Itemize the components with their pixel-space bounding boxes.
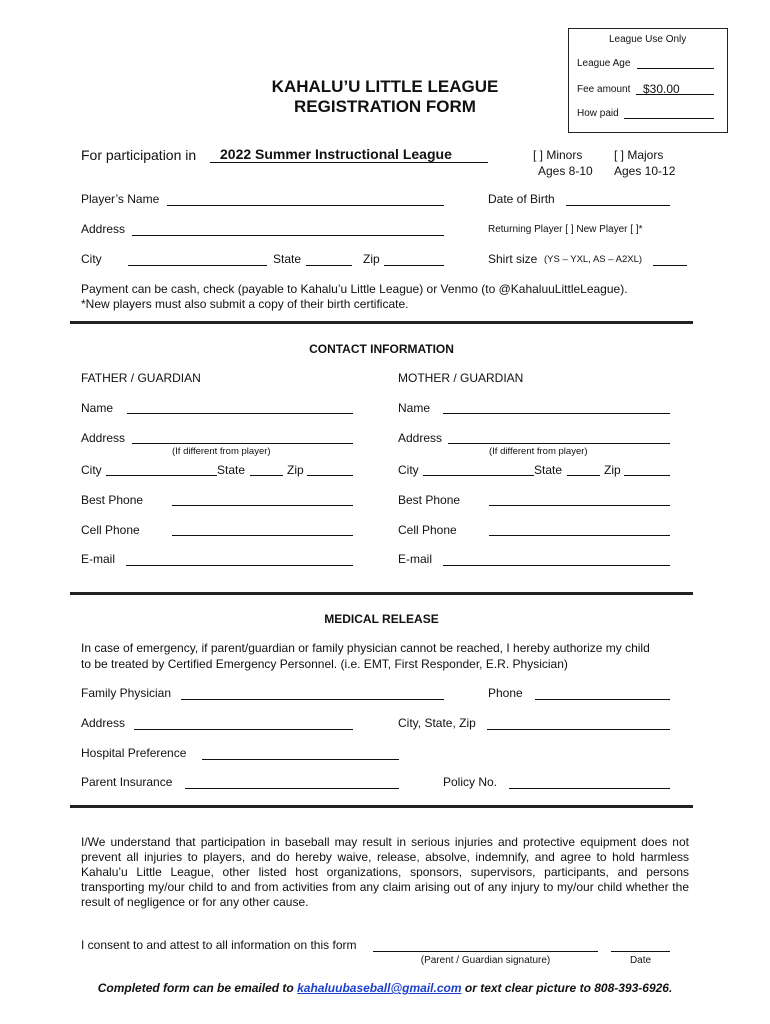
- insurance-label: Parent Insurance: [81, 775, 173, 789]
- player-name-field[interactable]: [167, 205, 444, 206]
- father-city-field[interactable]: [106, 475, 217, 476]
- footer-text-before: Completed form can be emailed to: [97, 981, 294, 995]
- mother-address-label: Address: [398, 431, 443, 445]
- signature-field[interactable]: [373, 951, 598, 952]
- shirt-size-options: (YS – YXL, AS – A2XL): [544, 254, 643, 265]
- father-address-label: Address: [81, 431, 126, 445]
- father-email-label: E-mail: [81, 552, 116, 566]
- mother-zip-field[interactable]: [624, 475, 670, 476]
- player-city-field[interactable]: [128, 265, 267, 266]
- father-address-field[interactable]: [132, 443, 353, 444]
- father-address-hint: (If different from player): [172, 446, 271, 457]
- footer-text-after: or text clear picture to 808-393-6926.: [464, 981, 673, 995]
- father-name-field[interactable]: [127, 413, 353, 414]
- mother-best-phone-label: Best Phone: [398, 493, 461, 507]
- player-city-label: City: [81, 252, 102, 266]
- physician-label: Family Physician: [81, 686, 172, 700]
- father-zip-field[interactable]: [307, 475, 353, 476]
- date-field[interactable]: [611, 951, 670, 952]
- league-use-title: League Use Only: [609, 34, 687, 45]
- city-state-zip-label: City, State, Zip: [398, 716, 476, 730]
- shirt-size-label: Shirt size: [488, 252, 538, 266]
- father-state-label: State: [217, 463, 246, 477]
- father-email-field[interactable]: [126, 565, 353, 566]
- father-heading: FATHER / GUARDIAN: [81, 371, 201, 385]
- father-cell-phone-label: Cell Phone: [81, 523, 140, 537]
- mother-name-field[interactable]: [443, 413, 670, 414]
- father-state-field[interactable]: [250, 475, 283, 476]
- participation-value: 2022 Summer Instructional League: [220, 146, 452, 162]
- physician-phone-label: Phone: [488, 686, 523, 700]
- form-title-line2: REGISTRATION FORM: [294, 97, 476, 116]
- minors-checkbox[interactable]: [ ] Minors: [533, 148, 583, 162]
- section-divider-1: [70, 321, 693, 324]
- participation-field[interactable]: [210, 162, 488, 163]
- medical-text-line2: to be treated by Certified Emergency Personnel. (i.e. EMT, First Responder, E.R. Physician): [81, 657, 568, 671]
- form-title-line1: KAHALU’U LITTLE LEAGUE: [271, 77, 499, 96]
- league-age-field[interactable]: [637, 68, 714, 69]
- mother-city-field[interactable]: [423, 475, 534, 476]
- fee-amount-value: $30.00: [643, 82, 680, 96]
- footer-email-link[interactable]: kahaluubaseball@gmail.com: [297, 981, 462, 995]
- minors-ages: Ages 8-10: [538, 164, 593, 178]
- signature-caption: (Parent / Guardian signature): [420, 955, 551, 966]
- medical-heading: MEDICAL RELEASE: [324, 612, 439, 626]
- shirt-size-field[interactable]: [653, 265, 687, 266]
- father-cell-phone-field[interactable]: [172, 535, 353, 536]
- dob-label: Date of Birth: [488, 192, 555, 206]
- fee-amount-label: Fee amount: [577, 84, 631, 95]
- mother-cell-phone-field[interactable]: [489, 535, 670, 536]
- medical-text-line1: In case of emergency, if parent/guardian or family physician cannot be reached, I hereby authorize my child: [81, 641, 650, 655]
- policy-field[interactable]: [509, 788, 670, 789]
- hospital-label: Hospital Preference: [81, 746, 187, 760]
- father-name-label: Name: [81, 401, 114, 415]
- mother-cell-phone-label: Cell Phone: [398, 523, 457, 537]
- waiver-text: I/We understand that participation in baseball may result in serious injuries and protective equipment does not prevent all injuries to players, and do hereby waive, release, absolve, indemnify, and agree to hold harmless Kahalu’u Little League, other listed host organizations, sponsors, supervisors, participants, and persons transporting my/our child to and from activities from any claim arising out of any injury to my/our child whether the result of negligence or for any other cause.: [81, 835, 689, 909]
- mother-state-label: State: [534, 463, 563, 477]
- birth-certificate-note: *New players must also submit a copy of their birth certificate.: [81, 297, 409, 311]
- footer-note: [60, 981, 710, 995]
- father-best-phone-field[interactable]: [172, 505, 353, 506]
- player-zip-label: Zip: [363, 252, 380, 266]
- mother-best-phone-field[interactable]: [489, 505, 670, 506]
- player-address-label: Address: [81, 222, 126, 236]
- mother-email-field[interactable]: [443, 565, 670, 566]
- mother-address-hint: (If different from player): [489, 446, 588, 457]
- player-state-field[interactable]: [306, 265, 352, 266]
- consent-label: I consent to and attest to all information on this form: [81, 938, 357, 952]
- father-best-phone-label: Best Phone: [81, 493, 144, 507]
- physician-address-field[interactable]: [134, 729, 353, 730]
- returning-new-player[interactable]: Returning Player [ ] New Player [ ]*: [488, 224, 643, 235]
- father-zip-label: Zip: [287, 463, 304, 477]
- date-caption: Date: [629, 955, 652, 966]
- section-divider-2: [70, 592, 693, 595]
- physician-phone-field[interactable]: [535, 699, 670, 700]
- physician-address-label: Address: [81, 716, 126, 730]
- contact-heading: CONTACT INFORMATION: [309, 342, 454, 356]
- mother-heading: MOTHER / GUARDIAN: [398, 371, 524, 385]
- mother-zip-label: Zip: [604, 463, 621, 477]
- mother-city-label: City: [398, 463, 419, 477]
- mother-state-field[interactable]: [567, 475, 600, 476]
- hospital-field[interactable]: [202, 759, 399, 760]
- majors-ages: Ages 10-12: [614, 164, 676, 178]
- participation-label: For participation in: [81, 147, 197, 163]
- physician-field[interactable]: [181, 699, 444, 700]
- player-name-label: Player’s Name: [81, 192, 160, 206]
- insurance-field[interactable]: [185, 788, 399, 789]
- mother-address-field[interactable]: [448, 443, 670, 444]
- player-zip-field[interactable]: [384, 265, 444, 266]
- how-paid-label: How paid: [577, 108, 619, 119]
- section-divider-3: [70, 805, 693, 808]
- player-state-label: State: [273, 252, 302, 266]
- city-state-zip-field[interactable]: [487, 729, 670, 730]
- dob-field[interactable]: [566, 205, 670, 206]
- league-age-label: League Age: [577, 58, 631, 69]
- mother-email-label: E-mail: [398, 552, 433, 566]
- father-city-label: City: [81, 463, 102, 477]
- mother-name-label: Name: [398, 401, 431, 415]
- how-paid-field[interactable]: [624, 118, 714, 119]
- player-address-field[interactable]: [132, 235, 444, 236]
- majors-checkbox[interactable]: [ ] Majors: [614, 148, 664, 162]
- policy-label: Policy No.: [443, 775, 498, 789]
- payment-note: Payment can be cash, check (payable to Kahalu’u Little League) or Venmo (to @KahaluuLittleLeague).: [81, 282, 628, 296]
